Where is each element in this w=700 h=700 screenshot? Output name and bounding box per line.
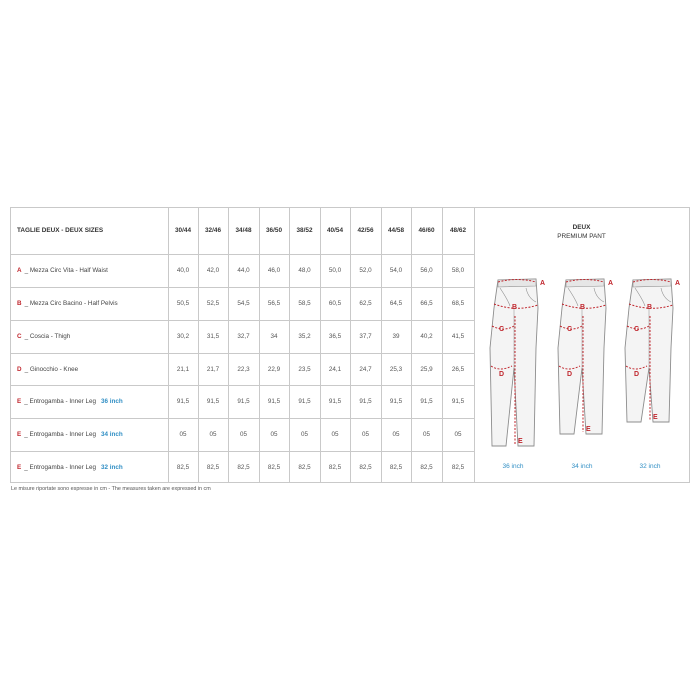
table-cell: 82,5: [411, 451, 442, 483]
table-cell: 42,0: [198, 254, 228, 287]
size-header: 36/50: [259, 208, 289, 254]
table-cell: 91,5: [442, 385, 474, 418]
measure-label: _ Mezza Circ Bacino - Half Pelvis: [24, 300, 118, 307]
row-label: [11, 418, 168, 451]
pant-waistband: [633, 279, 671, 287]
table-cell: 48,0: [289, 254, 320, 287]
inch-tag: 34 inch: [100, 431, 123, 438]
table-cell: 05: [228, 418, 259, 451]
table-cell: 62,5: [350, 287, 381, 320]
marker-b: B: [647, 304, 653, 311]
table-cell: 82,5: [289, 451, 320, 483]
table-cell: 05: [411, 418, 442, 451]
measure-letter: E: [17, 463, 22, 471]
table-cell: 40,2: [411, 320, 442, 353]
row-label: [11, 353, 168, 385]
table-cell: 05: [168, 418, 198, 451]
size-header: 40/54: [320, 208, 350, 254]
table-cell: 82,5: [228, 451, 259, 483]
size-header: 46/60: [411, 208, 442, 254]
measure-letter: E: [17, 431, 22, 438]
measure-letter: E: [17, 398, 22, 405]
measure-label: _ Entrogamba - Inner Leg: [24, 463, 96, 471]
marker-a: A: [540, 280, 546, 287]
marker-b: B: [580, 304, 586, 311]
table-cell: 91,5: [228, 385, 259, 418]
table-cell: 56,0: [411, 254, 442, 287]
table-cell: 91,5: [381, 385, 411, 418]
table-cell: 44,0: [228, 254, 259, 287]
table-cell: 05: [381, 418, 411, 451]
table-row: [11, 320, 474, 353]
marker-c: C: [567, 326, 573, 333]
marker-a: A: [675, 280, 681, 287]
table-row: [11, 451, 474, 483]
marker-d: D: [567, 371, 573, 378]
table-cell: 91,5: [289, 385, 320, 418]
table-cell: 23,5: [289, 353, 320, 385]
table-cell: 30,2: [168, 320, 198, 353]
table-cell: 31,5: [198, 320, 228, 353]
row-label: [11, 287, 168, 320]
marker-c: C: [634, 326, 640, 333]
table-row: [11, 353, 474, 385]
measure-letter: C: [17, 333, 22, 340]
table-cell: 36,5: [320, 320, 350, 353]
pant-illustration: [474, 208, 689, 482]
pant-waistband: [566, 279, 604, 287]
marker-c: C: [499, 326, 505, 333]
table-cell: 05: [259, 418, 289, 451]
table-cell: 91,5: [411, 385, 442, 418]
table-cell: 05: [320, 418, 350, 451]
table-cell: 91,5: [168, 385, 198, 418]
measure-label: _ Ginocchio - Knee: [24, 365, 79, 373]
size-chart: [10, 207, 690, 483]
table-cell: 82,5: [259, 451, 289, 483]
measure-label: _ Entrogamba - Inner Leg: [24, 398, 96, 405]
pant-waistband: [498, 279, 536, 287]
pant-inch-label: 34 inch: [571, 463, 593, 470]
table-cell: 82,5: [198, 451, 228, 483]
table-cell: 34: [259, 320, 289, 353]
measure-label: _ Coscia - Thigh: [24, 333, 71, 340]
row-label: [11, 254, 168, 287]
table-cell: 91,5: [259, 385, 289, 418]
row-label: [11, 451, 168, 483]
footnote: Le misure riportate sono espresse in cm - The measures taken are expressed in cm: [11, 486, 211, 492]
table-cell: 64,5: [381, 287, 411, 320]
table-cell: 52,5: [198, 287, 228, 320]
marker-e: E: [653, 414, 658, 421]
table-cell: 82,5: [320, 451, 350, 483]
row-label: [11, 320, 168, 353]
table-cell: 82,5: [350, 451, 381, 483]
table-cell: 24,1: [320, 353, 350, 385]
size-header: 44/58: [381, 208, 411, 254]
table-cell: 58,5: [289, 287, 320, 320]
table-cell: 60,5: [320, 287, 350, 320]
table-cell: 41,5: [442, 320, 474, 353]
table-cell: 40,0: [168, 254, 198, 287]
table-row: [11, 418, 474, 451]
table-cell: 21,7: [198, 353, 228, 385]
marker-b: B: [512, 304, 518, 311]
table-cell: 21,1: [168, 353, 198, 385]
size-header: 30/44: [168, 208, 198, 254]
table-cell: 32,7: [228, 320, 259, 353]
marker-d: D: [499, 371, 505, 378]
table-cell: 25,3: [381, 353, 411, 385]
header-row: [11, 208, 474, 254]
marker-e: E: [518, 438, 523, 445]
table-cell: 82,5: [442, 451, 474, 483]
measure-label: _ Entrogamba - Inner Leg: [24, 431, 96, 438]
pant-inch-label: 36 inch: [502, 463, 524, 470]
table-cell: 26,5: [442, 353, 474, 385]
size-header: 34/48: [228, 208, 259, 254]
size-header: 48/62: [442, 208, 474, 254]
table-cell: 05: [289, 418, 320, 451]
table-cell: 24,7: [350, 353, 381, 385]
size-header: 42/56: [350, 208, 381, 254]
table-cell: 25,9: [411, 353, 442, 385]
table-cell: 66,5: [411, 287, 442, 320]
table-cell: 05: [350, 418, 381, 451]
header-label: TAGLIE DEUX - DEUX SIZES: [11, 208, 168, 254]
table-cell: 91,5: [198, 385, 228, 418]
size-header: 38/52: [289, 208, 320, 254]
table-cell: 37,7: [350, 320, 381, 353]
measure-letter: A: [17, 267, 22, 274]
table-row: [11, 385, 474, 418]
table-cell: 82,5: [168, 451, 198, 483]
table-row: [11, 254, 474, 287]
pant-inch-label: 32 inch: [639, 463, 661, 470]
table-cell: 68,5: [442, 287, 474, 320]
table-cell: 54,0: [381, 254, 411, 287]
illustration-subtitle: PREMIUM PANT: [557, 233, 606, 240]
table-cell: 58,0: [442, 254, 474, 287]
table-cell: 50,0: [320, 254, 350, 287]
table-cell: 35,2: [289, 320, 320, 353]
table-cell: 50,5: [168, 287, 198, 320]
measure-letter: D: [17, 365, 22, 373]
table-cell: 05: [442, 418, 474, 451]
table-cell: 05: [198, 418, 228, 451]
marker-a: A: [608, 280, 614, 287]
table-row: [11, 287, 474, 320]
table-cell: 39: [381, 320, 411, 353]
illustration-title: DEUX: [572, 224, 591, 231]
measure-label: _ Mezza Circ Vita - Half Waist: [24, 267, 108, 274]
table-cell: 56,5: [259, 287, 289, 320]
table-cell: 54,5: [228, 287, 259, 320]
measure-letter: B: [17, 300, 22, 307]
inch-tag: 32 inch: [100, 463, 123, 471]
table-cell: 52,0: [350, 254, 381, 287]
row-label: [11, 385, 168, 418]
inch-tag: 36 inch: [100, 398, 123, 405]
table-cell: 22,3: [228, 353, 259, 385]
table-cell: 91,5: [350, 385, 381, 418]
table-cell: 91,5: [320, 385, 350, 418]
table-cell: 22,9: [259, 353, 289, 385]
size-header: 32/46: [198, 208, 228, 254]
table-cell: 46,0: [259, 254, 289, 287]
pants-drawing: [474, 208, 689, 482]
size-table: [11, 208, 475, 483]
marker-e: E: [586, 426, 591, 433]
table-cell: 82,5: [381, 451, 411, 483]
marker-d: D: [634, 371, 640, 378]
